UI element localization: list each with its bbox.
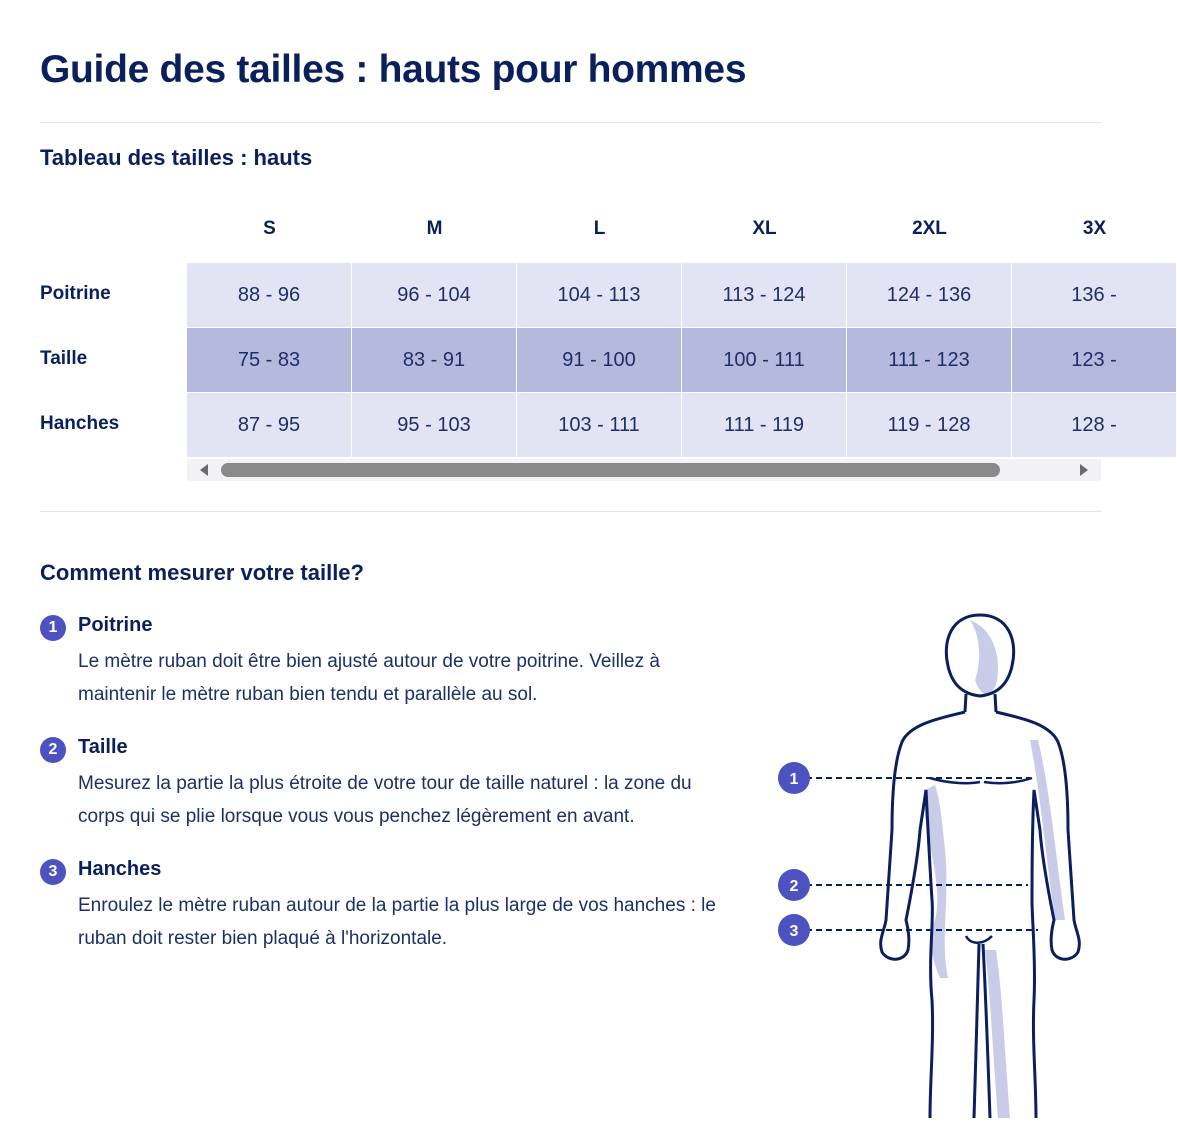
table-cell: 119 - 128 (847, 393, 1011, 457)
table-cell: 91 - 100 (517, 328, 681, 392)
body-figure-illustration (770, 600, 1110, 1120)
table-cell: 111 - 119 (682, 393, 846, 457)
scroll-right-arrow-icon[interactable] (1080, 464, 1088, 476)
size-header-3x: 3X (1082, 218, 1107, 239)
table-cell: 83 - 91 (352, 328, 516, 392)
table-cell: 136 - (1012, 263, 1176, 327)
size-table (40, 196, 1117, 486)
step-title: Hanches (78, 858, 162, 880)
divider (40, 122, 1101, 123)
size-header-2xl: 2XL (912, 218, 947, 239)
scrollbar-thumb[interactable] (221, 463, 1000, 477)
marker-number: 2 (789, 878, 799, 895)
size-header-l: L (593, 218, 606, 239)
marker-chest (778, 762, 810, 794)
marker-number: 1 (789, 771, 799, 788)
size-header-s: S (263, 218, 276, 239)
marker-number: 3 (789, 923, 799, 940)
table-cell: 95 - 103 (352, 393, 516, 457)
horizontal-scrollbar[interactable] (187, 459, 1101, 481)
table-cell: 103 - 111 (517, 393, 681, 457)
page-title: Guide des tailles : hauts pour hommes (40, 48, 747, 91)
step-number-badge: 3 (40, 859, 66, 885)
scroll-left-arrow-icon[interactable] (200, 464, 208, 476)
step-title: Poitrine (78, 614, 153, 636)
row-label-waist: Taille (40, 348, 88, 369)
table-cell: 111 - 123 (847, 328, 1011, 392)
row-label-chest: Poitrine (40, 283, 111, 304)
table-cell: 88 - 96 (187, 263, 351, 327)
table-cell: 87 - 95 (187, 393, 351, 457)
marker-waist (778, 869, 810, 901)
row-label-hips: Hanches (40, 413, 120, 434)
step-description: Enroulez le mètre ruban autour de la partie la plus large de vos hanches : le ruban doit rester bien plaqué à l'horizontale. (78, 895, 716, 949)
how-to-measure-title: Comment mesurer votre taille? (40, 560, 364, 585)
step-number-badge: 1 (40, 615, 66, 641)
size-header-xl: XL (752, 218, 777, 239)
table-cell: 100 - 111 (682, 328, 846, 392)
table-cell: 104 - 113 (517, 263, 681, 327)
step-description: Mesurez la partie la plus étroite de votre tour de taille naturel : la zone du corps qui se plie lorsque vous vous penchez légèrement en avant. (78, 773, 692, 827)
table-cell: 124 - 136 (847, 263, 1011, 327)
divider (40, 511, 1101, 512)
step-description: Le mètre ruban doit être bien ajusté autour de votre poitrine. Veillez à maintenir le mètre ruban bien tendu et parallèle au sol. (78, 651, 660, 705)
table-cell: 123 - (1012, 328, 1176, 392)
size-chart-title: Tableau des tailles : hauts (40, 145, 313, 170)
table-cell: 75 - 83 (187, 328, 351, 392)
step-number-badge: 2 (40, 737, 66, 763)
size-header-m: M (426, 218, 443, 239)
table-cell: 96 - 104 (352, 263, 516, 327)
marker-hips (778, 914, 810, 946)
step-title: Taille (78, 736, 128, 758)
table-cell: 128 - (1012, 393, 1176, 457)
body-silhouette-icon (881, 615, 1080, 1118)
table-cell: 113 - 124 (682, 263, 846, 327)
